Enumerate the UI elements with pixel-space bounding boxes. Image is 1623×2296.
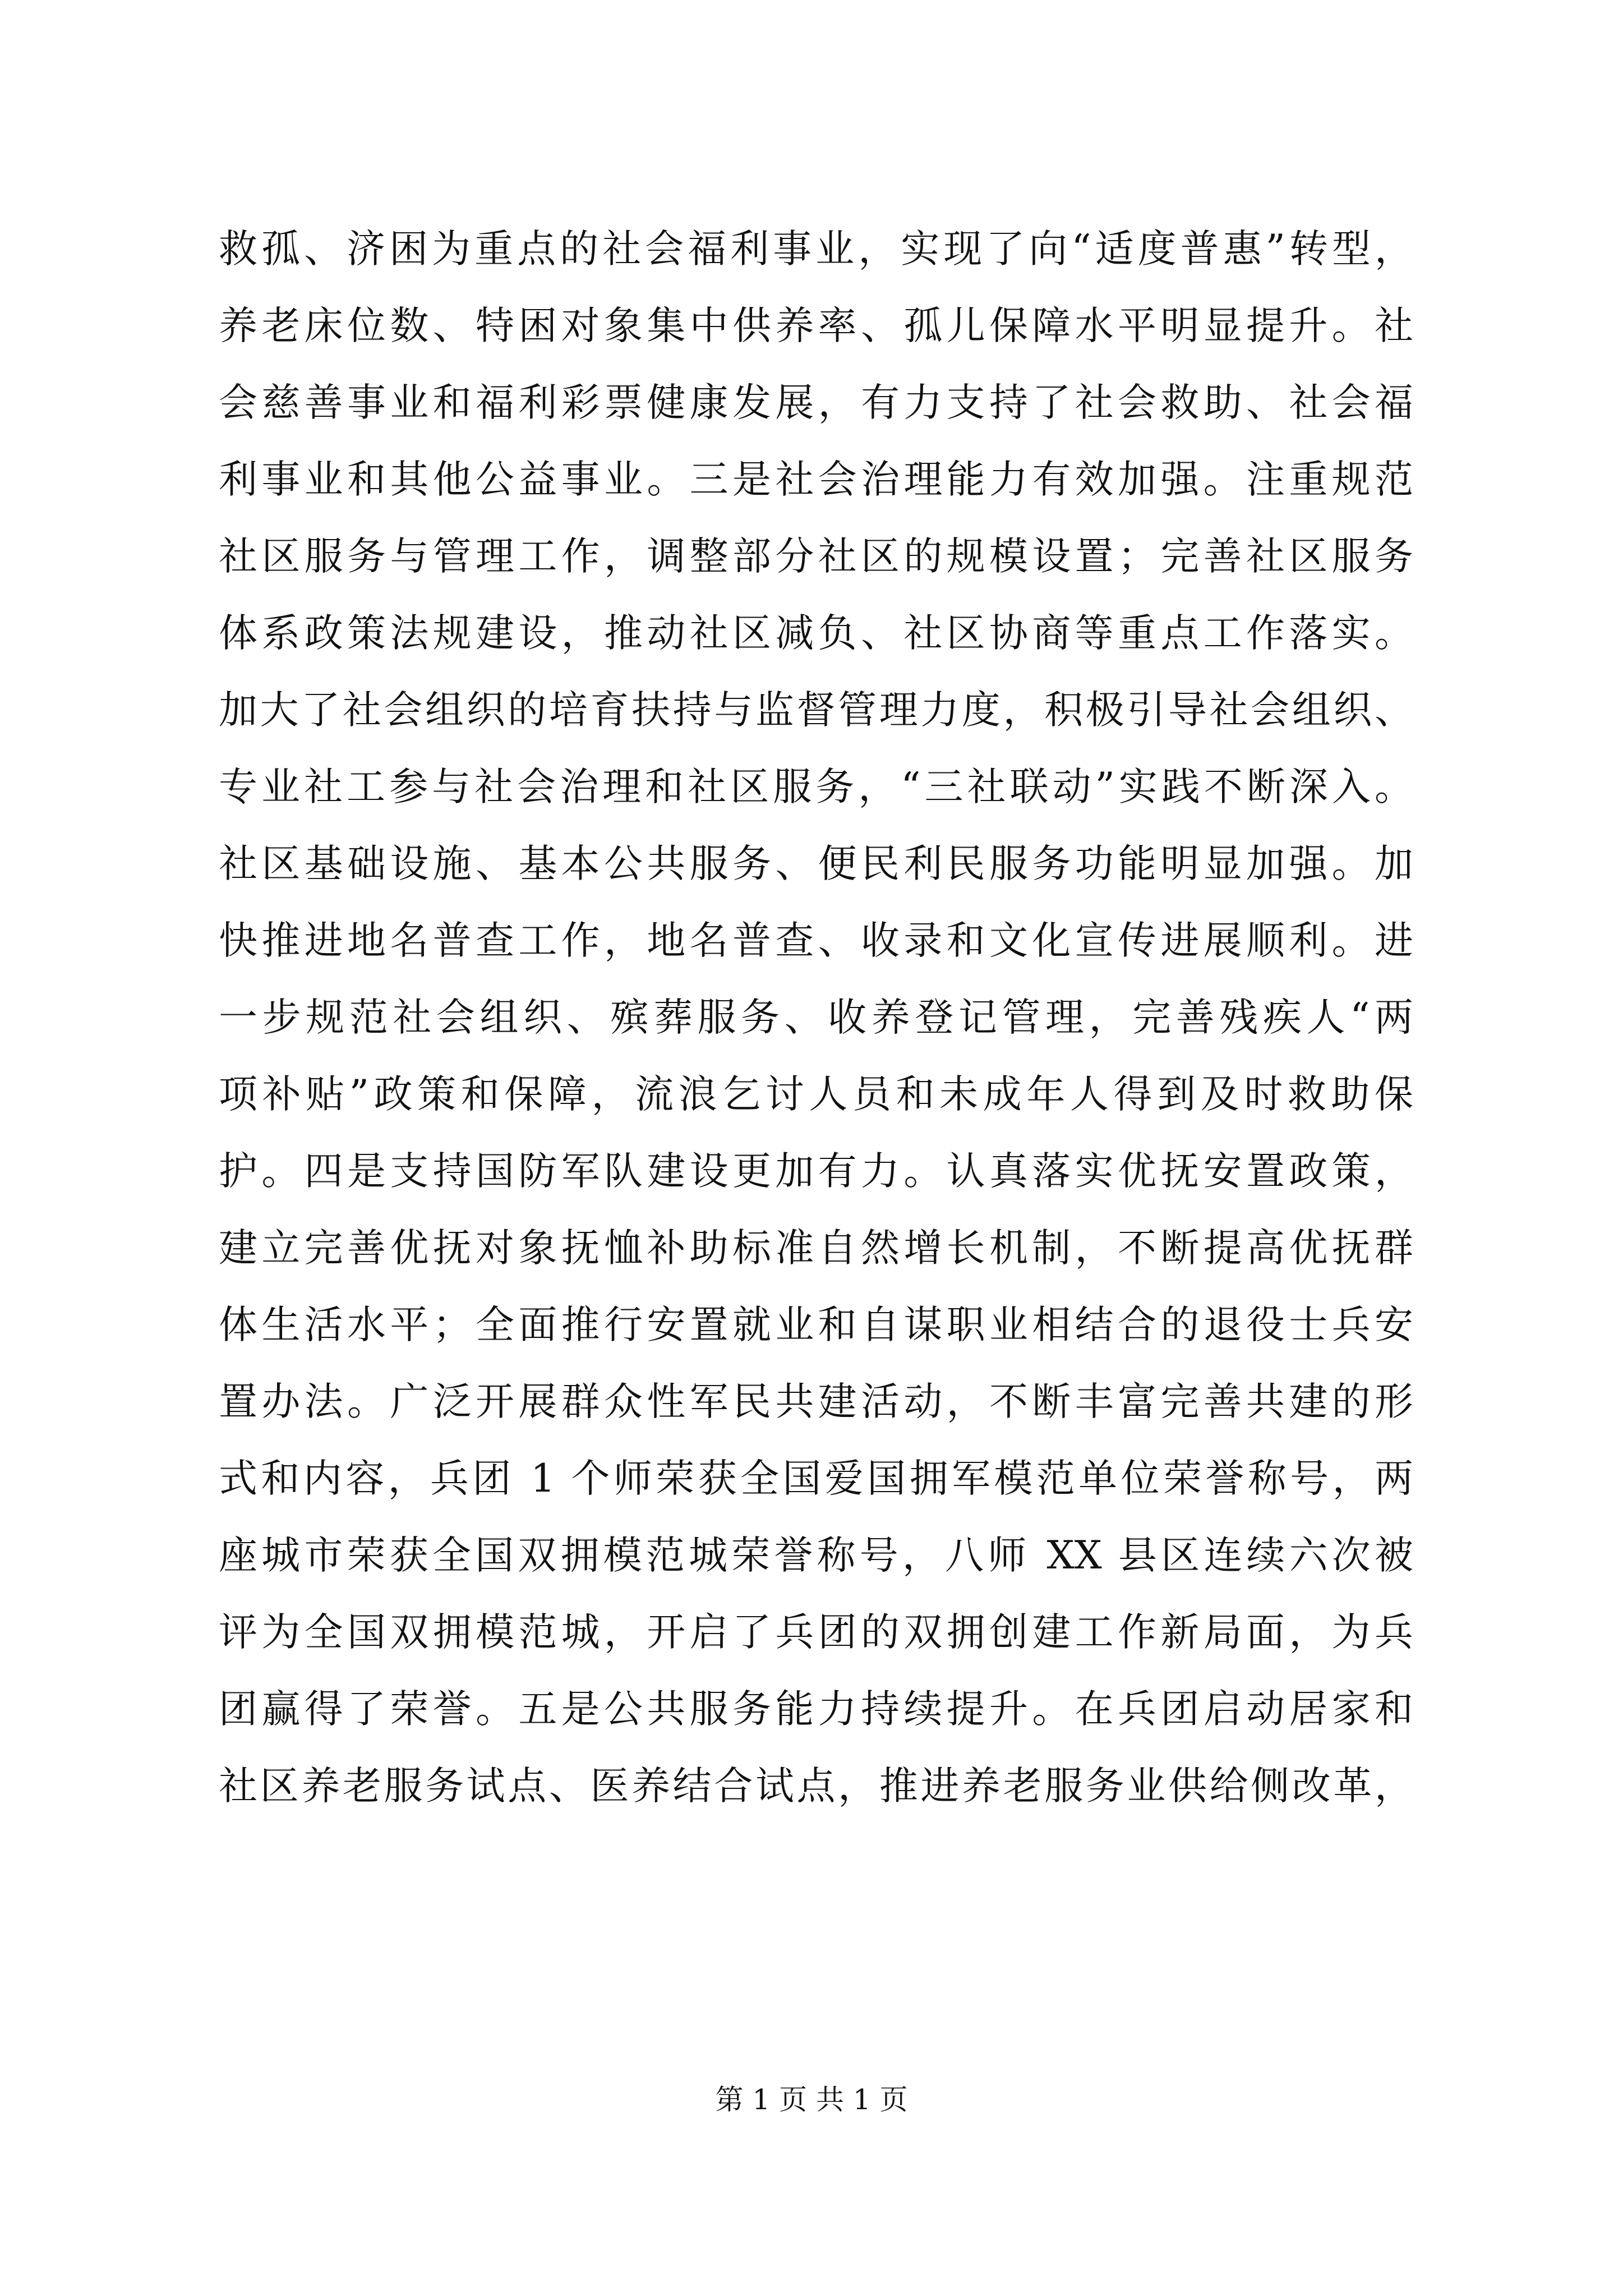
text-line: 救孤、济困为重点的社会福利事业，实现了向“适度普惠”转型， xyxy=(219,227,1413,272)
text-line: 置办法。广泛开展群众性军民共建活动，不断丰富完善共建的形 xyxy=(219,1379,1413,1424)
text-line: 体生活水平；全面推行安置就业和自谋职业相结合的退役士兵安 xyxy=(219,1303,1413,1347)
text-line: 团赢得了荣誉。五是公共服务能力持续提升。在兵团启动居家和 xyxy=(219,1687,1413,1732)
page-footer xyxy=(0,2080,1623,2119)
text-line: 利事业和其他公益事业。三是社会治理能力有效加强。注重规范 xyxy=(219,457,1413,502)
text-line: 座城市荣获全国双拥模范城荣誉称号，八师 XX 县区连续六次被 xyxy=(219,1533,1413,1578)
text-line: 一步规范社会组织、殡葬服务、收养登记管理，完善残疾人“两 xyxy=(219,995,1413,1040)
text-line: 社区养老服务试点、医养结合试点，推进养老服务业供给侧改革， xyxy=(219,1764,1413,1809)
text-line: 社区服务与管理工作，调整部分社区的规模设置；完善社区服务 xyxy=(219,534,1413,579)
text-line: 建立完善优抚对象抚恤补助标准自然增长机制，不断提高优抚群 xyxy=(219,1226,1413,1271)
text-line: 社区基础设施、基本公共服务、便民利民服务功能明显加强。加 xyxy=(219,841,1413,886)
text-line: 专业社工参与社会治理和社区服务，“三社联动”实践不断深入。 xyxy=(219,765,1413,809)
text-line: 体系政策法规建设，推动社区减负、社区协商等重点工作落实。 xyxy=(219,611,1413,656)
text-line: 加大了社会组织的培育扶持与监督管理力度，积极引导社会组织、 xyxy=(219,688,1413,733)
body-text xyxy=(219,211,1413,1825)
text-line: 评为全国双拥模范城，开启了兵团的双拥创建工作新局面，为兵 xyxy=(219,1610,1413,1655)
text-line: 式和内容，兵团 1 个师荣获全国爱国拥军模范单位荣誉称号，两 xyxy=(219,1456,1413,1501)
page-number: 第 1 页 共 1 页 xyxy=(715,2083,908,2116)
text-line: 快推进地名普查工作，地名普查、收录和文化宣传进展顺利。进 xyxy=(219,918,1413,963)
text-line: 项补贴”政策和保障，流浪乞讨人员和未成年人得到及时救助保 xyxy=(219,1072,1413,1117)
text-line: 护。四是支持国防军队建设更加有力。认真落实优抚安置政策， xyxy=(219,1149,1413,1194)
text-line: 会慈善事业和福利彩票健康发展，有力支持了社会救助、社会福 xyxy=(219,380,1413,425)
text-line: 养老床位数、特困对象集中供养率、孤儿保障水平明显提升。社 xyxy=(219,303,1413,348)
